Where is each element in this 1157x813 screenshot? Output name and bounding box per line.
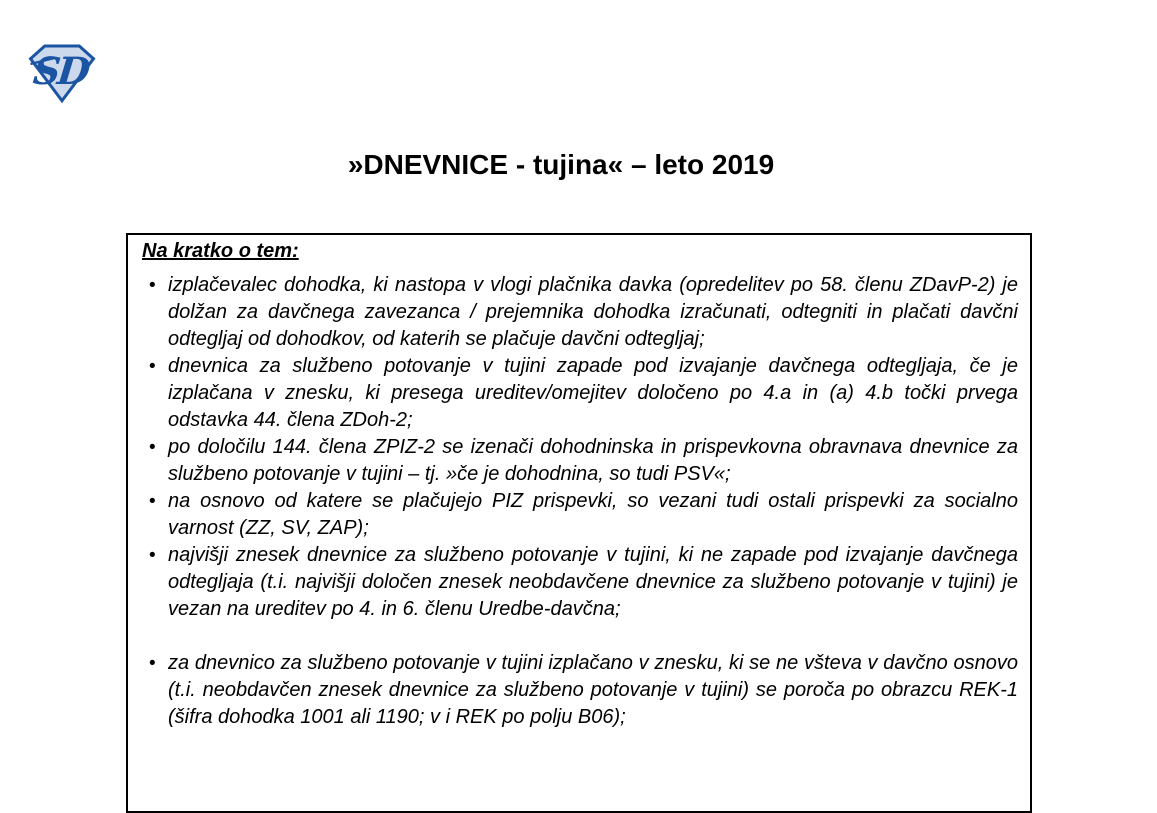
bullet-item-1: • izplačevalec dohodka, ki nastopa v vlogi plačnika davka (opredelitev po 58. členu ZDavP-2) je dolžan za davčnega zavezanca / prejemnika dohodka izračunati, odtegniti in plačati davčni odtegljaj od dohodkov, od katerih se plačuje davčni odtegljaj; [168,272,1018,353]
bullet-item-6: • za dnevnico za službeno potovanje v tujini izplačano v znesku, ki se ne všteva v davčno osnovo (t.i. neobdavčen znesek dnevnice za službeno potovanje v tujini) se poroča po obrazcu REK-1 (šifra dohodka 1001 ali 1190; v i REK po polju B06); [168,650,1018,731]
summary-box [126,233,1032,813]
sd-shield-icon [24,43,100,103]
summary-bullet-list [140,272,1018,731]
bullet-item-4: • na osnovo od katere se plačujejo PIZ prispevki, so vezani tudi ostali prispevki za socialno varnost (ZZ, SV, ZAP); [168,488,1018,542]
bullet-item-3: • po določilu 144. člena ZPIZ-2 se izenači dohodninska in prispevkovna obravnava dnevnice za službeno potovanje v tujini – tj. »če je dohodnina, so tudi PSV«; [168,434,1018,488]
page-title: »DNEVNICE - tujina« – leto 2019 [347,149,775,180]
bullet-item-2: • dnevnica za službeno potovanje v tujini zapade pod izvajanje davčnega odtegljaja, če je izplačana v znesku, ki presega ureditev/omejitev določeno po 4.a in (a) 4.b točki prvega odstavka 44. člena ZDoh-2; [168,353,1018,434]
sd-logo [24,43,100,103]
logo-initials: SD [31,49,90,94]
summary-heading: Na kratko o tem: [142,240,299,262]
bullet-item-5: • najvišji znesek dnevnice za službeno potovanje v tujini, ki ne zapade pod izvajanje davčnega odtegljaja (t.i. najvišji določen znesek neobdavčene dnevnice za službeno potovanje v tujini) je vezan na ureditev po 4. in 6. členu Uredbe-davčna; [168,542,1018,623]
